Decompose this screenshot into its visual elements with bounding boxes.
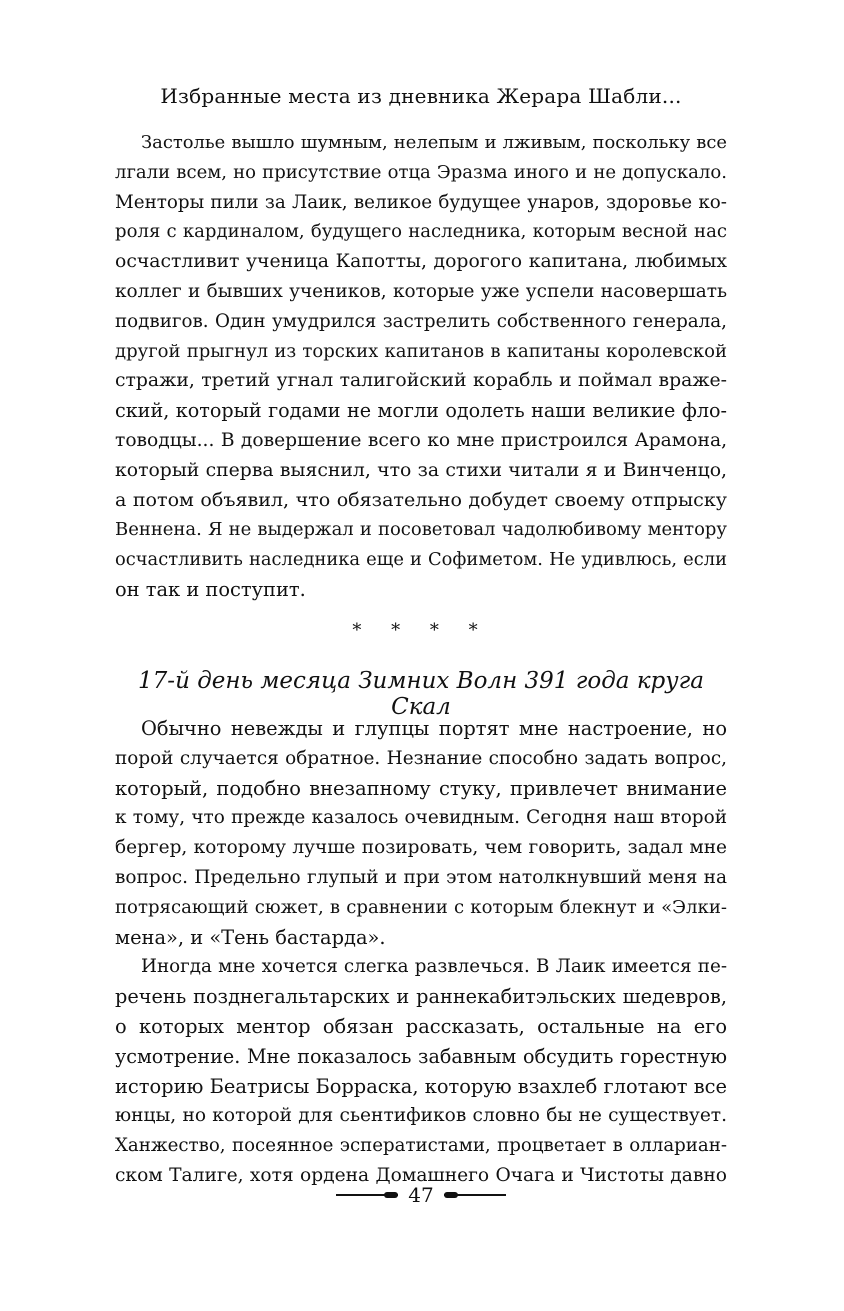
- page-number-footer: [115, 1183, 727, 1207]
- text-line: бергер, которому лучше позировать, чем говорить, задал мне: [115, 837, 727, 859]
- text-line: коллег и бывших учеников, которые уже успели насовершать: [115, 280, 727, 302]
- text-line: Менторы пили за Лаик, великое будущее унаров, здоровье ко-: [115, 191, 727, 213]
- page-number: 47: [408, 1183, 434, 1207]
- entry-paragraph-2: [115, 714, 727, 1191]
- text-line: роля с кардиналом, будущего наследника, которым весной нас: [115, 221, 727, 243]
- text-line: Застолье вышло шумным, нелепым и лживым, поскольку все: [141, 132, 727, 153]
- date-heading: 17-й день месяца Зимних Волн 391 года круга Скал: [138, 668, 704, 720]
- text-line: стражи, третий угнал талигойский корабль и поймал враже-: [115, 370, 727, 392]
- text-line: историю Беатрисы Борраска, которую взахлеб глотают все: [115, 1074, 727, 1098]
- entry-paragraph-1: [115, 128, 727, 605]
- text-line: который сперва выяснил, что за стихи читали я и Винченцо,: [115, 459, 727, 481]
- text-line: речень позднегальтарских и раннекабитэльских шедевров,: [115, 985, 727, 1009]
- text-line: другой прыгнул из торских капитанов в капитаны королевской: [115, 340, 727, 362]
- text-line: он так и поступит.: [115, 577, 306, 601]
- running-head: Избранные места из дневника Жерара Шабли...: [160, 84, 682, 108]
- text-line: юнцы, но которой для сьентификов словно бы не существует.: [115, 1105, 727, 1127]
- text-line: усмотрение. Мне показалось забавным обсудить горестную: [115, 1044, 727, 1068]
- text-line: потрясающий сюжет, в сравнении с которым блекнут и «Элки-: [115, 896, 727, 918]
- text-line: ском Талиге, хотя ордена Домашнего Очага и Чистоты давно: [115, 1164, 727, 1186]
- text-line: Веннена. Я не выдержал и посоветовал чадолюбивому ментору: [115, 519, 727, 541]
- text-line: Иногда мне хочется слегка развлечься. В Лаик имеется пе-: [141, 956, 727, 978]
- text-line: Ханжество, посеянное эсператистами, процветает в оллариан-: [115, 1135, 727, 1157]
- text-line: подвигов. Один умудрился застрелить собственного генерала,: [115, 310, 727, 332]
- text-line: вопрос. Предельно глупый и при этом натолкнувший меня на: [115, 866, 727, 888]
- text-line: ский, который годами не могли одолеть наши великие фло-: [115, 399, 727, 423]
- text-line: осчастливит ученица Капотты, дорогого капитана, любимых: [115, 251, 727, 273]
- text-line: мена», и «Тень бастарда».: [115, 925, 386, 949]
- text-line: Обычно невежды и глупцы портят мне настроение, но: [141, 717, 727, 740]
- text-line: а потом объявил, что обязательно добудет своему отпрыску: [115, 488, 727, 511]
- text-line: товодцы... В довершение всего ко мне пристроился Арамона,: [115, 429, 727, 451]
- text-line: осчастливить наследника еще и Софиметом. Не удивлюсь, если: [115, 549, 727, 571]
- text-line: лгали всем, но присутствие отца Эразма иного и не допускало.: [115, 161, 727, 183]
- text-line: о которых ментор обязан рассказать, остальные на его: [115, 1014, 727, 1038]
- section-separator: * * * *: [352, 620, 490, 641]
- folio-rule-right: [444, 1194, 506, 1196]
- text-line: который, подобно внезапному стуку, привлечет внимание: [115, 776, 727, 800]
- text-line: порой случается обратное. Незнание способно задать вопрос,: [115, 747, 727, 769]
- folio-rule-left: [336, 1194, 398, 1196]
- text-line: к тому, что прежде казалось очевидным. Сегодня наш второй: [115, 807, 727, 829]
